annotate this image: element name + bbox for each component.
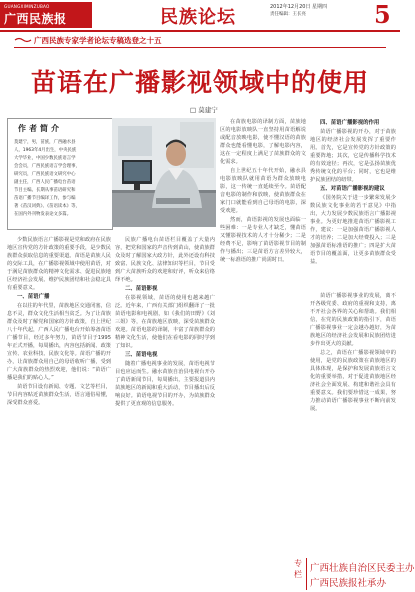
sponsor-host: 广西民族报社承办 — [310, 578, 387, 589]
paragraph: 在苗族电影的译制方面，苗族地区的电影放映队一直坚持用苗语解说或配音放映电影，使不懂汉语的苗族群众也能看懂电影，了解电影内容，这在一定程度上满足了苗族群众的文化需求。 — [220, 119, 306, 165]
section-heading: 二、苗语影视 — [125, 286, 158, 292]
flourish-icon — [14, 37, 32, 43]
masthead-divider — [0, 30, 400, 32]
series-banner — [14, 34, 386, 46]
paragraph: 《国务院关于进一步繁荣发展少数民族文化事业的若干意见》中指出，大力发展少数民族语言广播影视事业。为更好地推进苗语广播影视工作，建议：一是加强苗语广播影视人才的培养；二是加大经费投入；三是加强苗语标准语的推广；四是扩大苗语节目的覆盖面，让更多苗族群众受益。 — [310, 195, 396, 265]
page-number: 5 — [374, 0, 391, 29]
article-byline: □ 莫建宁 — [190, 106, 218, 114]
body-column-3 — [220, 118, 306, 592]
author-line: 研究员，广西民族语文研究中心 — [14, 172, 76, 177]
body-column-1 — [7, 236, 111, 592]
column-label: 专栏 — [294, 559, 302, 579]
sponsor-organizer: 广西壮族自治区民委主办 — [310, 563, 415, 574]
newspaper-logo — [0, 2, 92, 28]
paragraph: 少数民族语言广播影视是党和政府在民族地区宣传党的方针政策的重要手段，是少数民族群众获取信息的重要渠道。苗语是苗族人民的交际工具，在广播影视领域中使用苗语，对于满足苗族群众的精神文化需求、促进民族地区经济社会发展、维护民族团结和社会稳定具有重要意义。 — [7, 237, 111, 291]
paragraph: 苗语广播影视事业的发展，离不开各级党委、政府的重视和支持，离不开社会各界的关心和帮助。我们相信，在党的民族政策的指引下，苗语广播影视事业一定会越办越好，为苗族地区的经济社会发展和民族团结进步作出更大的贡献。 — [310, 293, 396, 347]
date-text: 2012年12月20日 — [270, 4, 311, 10]
issue-date — [270, 3, 327, 10]
sponsor-divider — [306, 558, 307, 590]
author-line: 大学毕业，中国少数民族语言学 — [14, 156, 76, 161]
author-line: 苗语广播节目编译工作，参与编 — [14, 196, 76, 201]
author-photo — [112, 118, 216, 227]
author-profile-box — [7, 118, 113, 230]
series-divider — [14, 47, 386, 48]
body-column-4 — [310, 118, 396, 288]
section-heading: 五、对苗语广播影视的建议 — [320, 186, 385, 192]
masthead — [0, 0, 400, 30]
author-box-title: 作者简介 — [18, 123, 62, 133]
author-line: 著《苗汉词典》、《苗语读本》等， — [14, 204, 80, 209]
body-column-2 — [115, 236, 215, 592]
newspaper-name: 广西民族报 — [4, 12, 67, 26]
logo-pinyin: GUANGXIMINZUBAO — [4, 4, 50, 9]
paragraph: 然而，苗语影视的发展也面临一些困难：一是专业人才缺乏，懂苗语又懂影视技术的人才十分稀少；二是经费不足，影响了苗语影视节目的制作与播出；三是苗语方言差异较大，统一标准语的推广尚需时日。 — [220, 217, 306, 263]
paragraph: 自上世纪五十年代开始，融水县电影放映队就用苗语为群众放映电影，这一传统一直延续至今。苗语配音电影的制作和放映，使苗族群众在家门口就能看到自己母语的电影，深受欢迎。 — [220, 168, 306, 214]
article-headline: 苗语在广播影视领域中的使用 — [30, 68, 369, 97]
section-title: 民族论坛 — [160, 7, 236, 28]
author-line: 人，1963年4月出生，中央民族 — [14, 148, 77, 153]
body-column-5 — [310, 292, 396, 552]
section-heading: 三、苗语电视 — [125, 352, 158, 358]
paragraph: 随着广播电视事业的发展，苗语电视节目也应运而生。融水苗族自治县电视台开办了苗语新闻节目，每周播出，主要报道县内苗族地区的新闻和重大活动，节目播出后反响良好。苗语电视节目的开办，为苗族群众提供了更直观的信息服务。 — [115, 361, 215, 407]
paragraph: 总之，苗语在广播影视领域中的使用，是党的民族政策在苗族地区的具体体现，是保护和发展苗族语言文化的重要举措，对于促进苗族地区经济社会全面发展、构建和谐社会具有重要意义。我们要珍惜这一成果，努力推动苗语广播影视事业不断向前发展。 — [310, 350, 396, 412]
paragraph: 苗语广播影视的开办，对于苗族地区的经济社会发展发挥了重要作用。首先，它是宣传党的方针政策的重要阵地；其次，它是传播科学技术的有效途径；再次，它是弘扬苗族优秀传统文化的平台；同时，它也是维护民族团结的纽带。 — [310, 129, 396, 183]
author-line: 节目主编。长期从事苗语研究和 — [14, 188, 76, 193]
paragraph: 在影视领域，苗语的使用也越来越广泛。近年来，广西有关部门组织翻译了一批苗语电影和电视剧，如《我们的田野》《刘三姐》等，在苗族地区放映，深受苗族群众欢迎。苗语电影的译制，丰富了苗族群众的精神文化生活，使他们在看电影的同时学到了知识。 — [115, 295, 215, 349]
author-line: 莫建宁，男，苗族，广西融水县 — [14, 140, 76, 145]
series-title: 广西民族专家学者论坛专稿选登之十五 — [34, 36, 162, 45]
editor-credit: 责任编辑：王长亮 — [270, 12, 306, 17]
author-line: 会会员，广西民族语言学会理事， — [14, 164, 80, 169]
paragraph: 民族广播电台苗语栏目覆盖了大量内容，把党和国家的声音传到苗山，使苗族群众及时了解国家大政方针，此外还设有科技致富、民族文化、法律知识等栏目，节目受到广大苗族听众的欢迎和好评，听众来信络绎不绝。 — [115, 237, 215, 283]
section-heading: 一、苗语广播 — [17, 294, 50, 300]
paragraph: 在以往的年代里，苗族地区交通闭塞，信息不灵，群众文化生活相当贫乏。为了让苗族群众及时了解党和国家的方针政策，自上世纪八十年代起，广西人民广播电台开始筹备苗语广播节目，经过多年努力，苗语节目于1995年正式开播，每周播出，内容包括新闻、政策宣传、农业科技、民族文化等。苗语广播的开办，让苗族群众用自己的母语收听广播，受到广大苗族群众的热烈欢迎，他们说：“苗语广播是我们的贴心人。” — [7, 303, 111, 381]
author-line: 在国内外刊物发表论文多篇。 — [14, 212, 72, 217]
paragraph: 苗语节目设有新闻、专题、文艺等栏目，节目内容贴近苗族群众生活，语言通俗易懂，深受群众喜爱。 — [7, 384, 111, 406]
column-sponsor-box — [290, 556, 415, 592]
section-heading: 四、苗语广播影视的作用 — [320, 120, 380, 126]
author-line: 副主任，广西人民广播电台苗语 — [14, 180, 76, 185]
weekday-text: 星期四 — [312, 4, 328, 10]
